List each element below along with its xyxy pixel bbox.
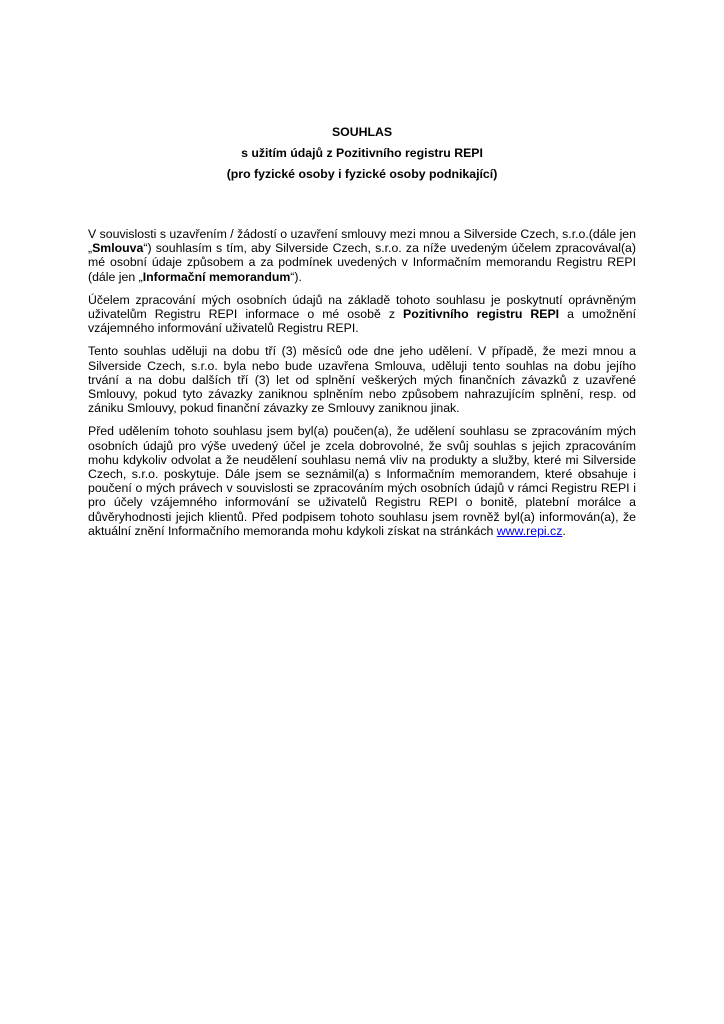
paragraph-4-text-1: Před udělením tohoto souhlasu jsem byl(a) poučen(a), že udělení souhlasu se zpracováním mých osobních údajů pro výše uvedený účel je zcela dobrovolné, že svůj souhlas s jejich zpracováním mohu kdykoliv odvolat a že neudělení souhlasu nemá vliv na produkty a služby, které mi Silverside Czech, s.r.o. poskytuje. Dále jsem se seznámil(a) s Informačním memorandem, které obsahuje i poučení o mých právech v souvislosti se zpracováním mých osobních údajů v rámci Registru REPI i pro účely vzájemného informování se uživatelů Registru REPI o bonitě, platební morálce a důvěryhodnosti jejich klientů. Před podpisem tohoto souhlasu jsem rovněž byl(a) informován(a), že aktuální znění Informačního memoranda mohu kdykoli získat na stránkách — [88, 424, 636, 538]
paragraph-1-text-2: “) souhlasím s tím, aby Silverside Czech, s.r.o. za níže uvedeným účelem zpracovával(a) mé osobní údaje způsobem a za podmínek uvedených v Informačním memorandu Registru REPI (dále jen „ — [88, 241, 636, 284]
document-scope: (pro fyzické osoby i fyzické osoby podnikající) — [226, 167, 498, 181]
repi-website-link[interactable]: www.repi.cz — [496, 523, 563, 538]
title-block — [0, 122, 724, 185]
paragraph-4-text-2: . — [562, 523, 566, 538]
document-title: SOUHLAS — [331, 125, 393, 139]
paragraph-4 — [88, 424, 636, 538]
term-smlouva: Smlouva — [92, 241, 144, 256]
paragraph-2-text-2: a umožnění vzájemného informování uživatelů Registru REPI. — [88, 307, 636, 336]
term-informacni-memorandum: Informační memorandum — [142, 269, 291, 284]
term-pozitivni-registr: Pozitivního registru REPI — [403, 307, 560, 322]
paragraph-2-text-1: Účelem zpracování mých osobních údajů na základě tohoto souhlasu je poskytnutí oprávněným uživatelům Registru REPI informace o mé osobě z — [88, 292, 636, 322]
paragraph-2 — [88, 293, 636, 336]
document-body — [88, 227, 636, 547]
paragraph-3 — [88, 344, 636, 415]
paragraph-1 — [88, 227, 636, 284]
paragraph-3-text-1: Tento souhlas uděluji na dobu tří (3) měsíců ode dne jeho udělení. V případě, že mezi mnou a Silverside Czech, s.r.o. byla nebo bude uzavřena Smlouva, uděluji tento souhlas na dobu jejího trvání a na dobu dalších tří (3) let od splnění veškerých mých finančních závazků z uzavřené Smlouvy, pokud tyto závazky zaniknou splněním nebo způsobem nahrazujícím splnění, resp. od zániku Smlouvy, pokud finanční závazky ze Smlouvy zaniknou jinak. — [88, 344, 636, 416]
paragraph-1-text-1: V souvislosti s uzavřením / žádostí o uzavření smlouvy mezi mnou a Silverside Czech, s.r.o.(dále jen „ — [88, 227, 636, 256]
document-subtitle: s užitím údajů z Pozitivního registru REPI — [241, 146, 483, 160]
paragraph-1-text-3: “). — [290, 269, 302, 284]
